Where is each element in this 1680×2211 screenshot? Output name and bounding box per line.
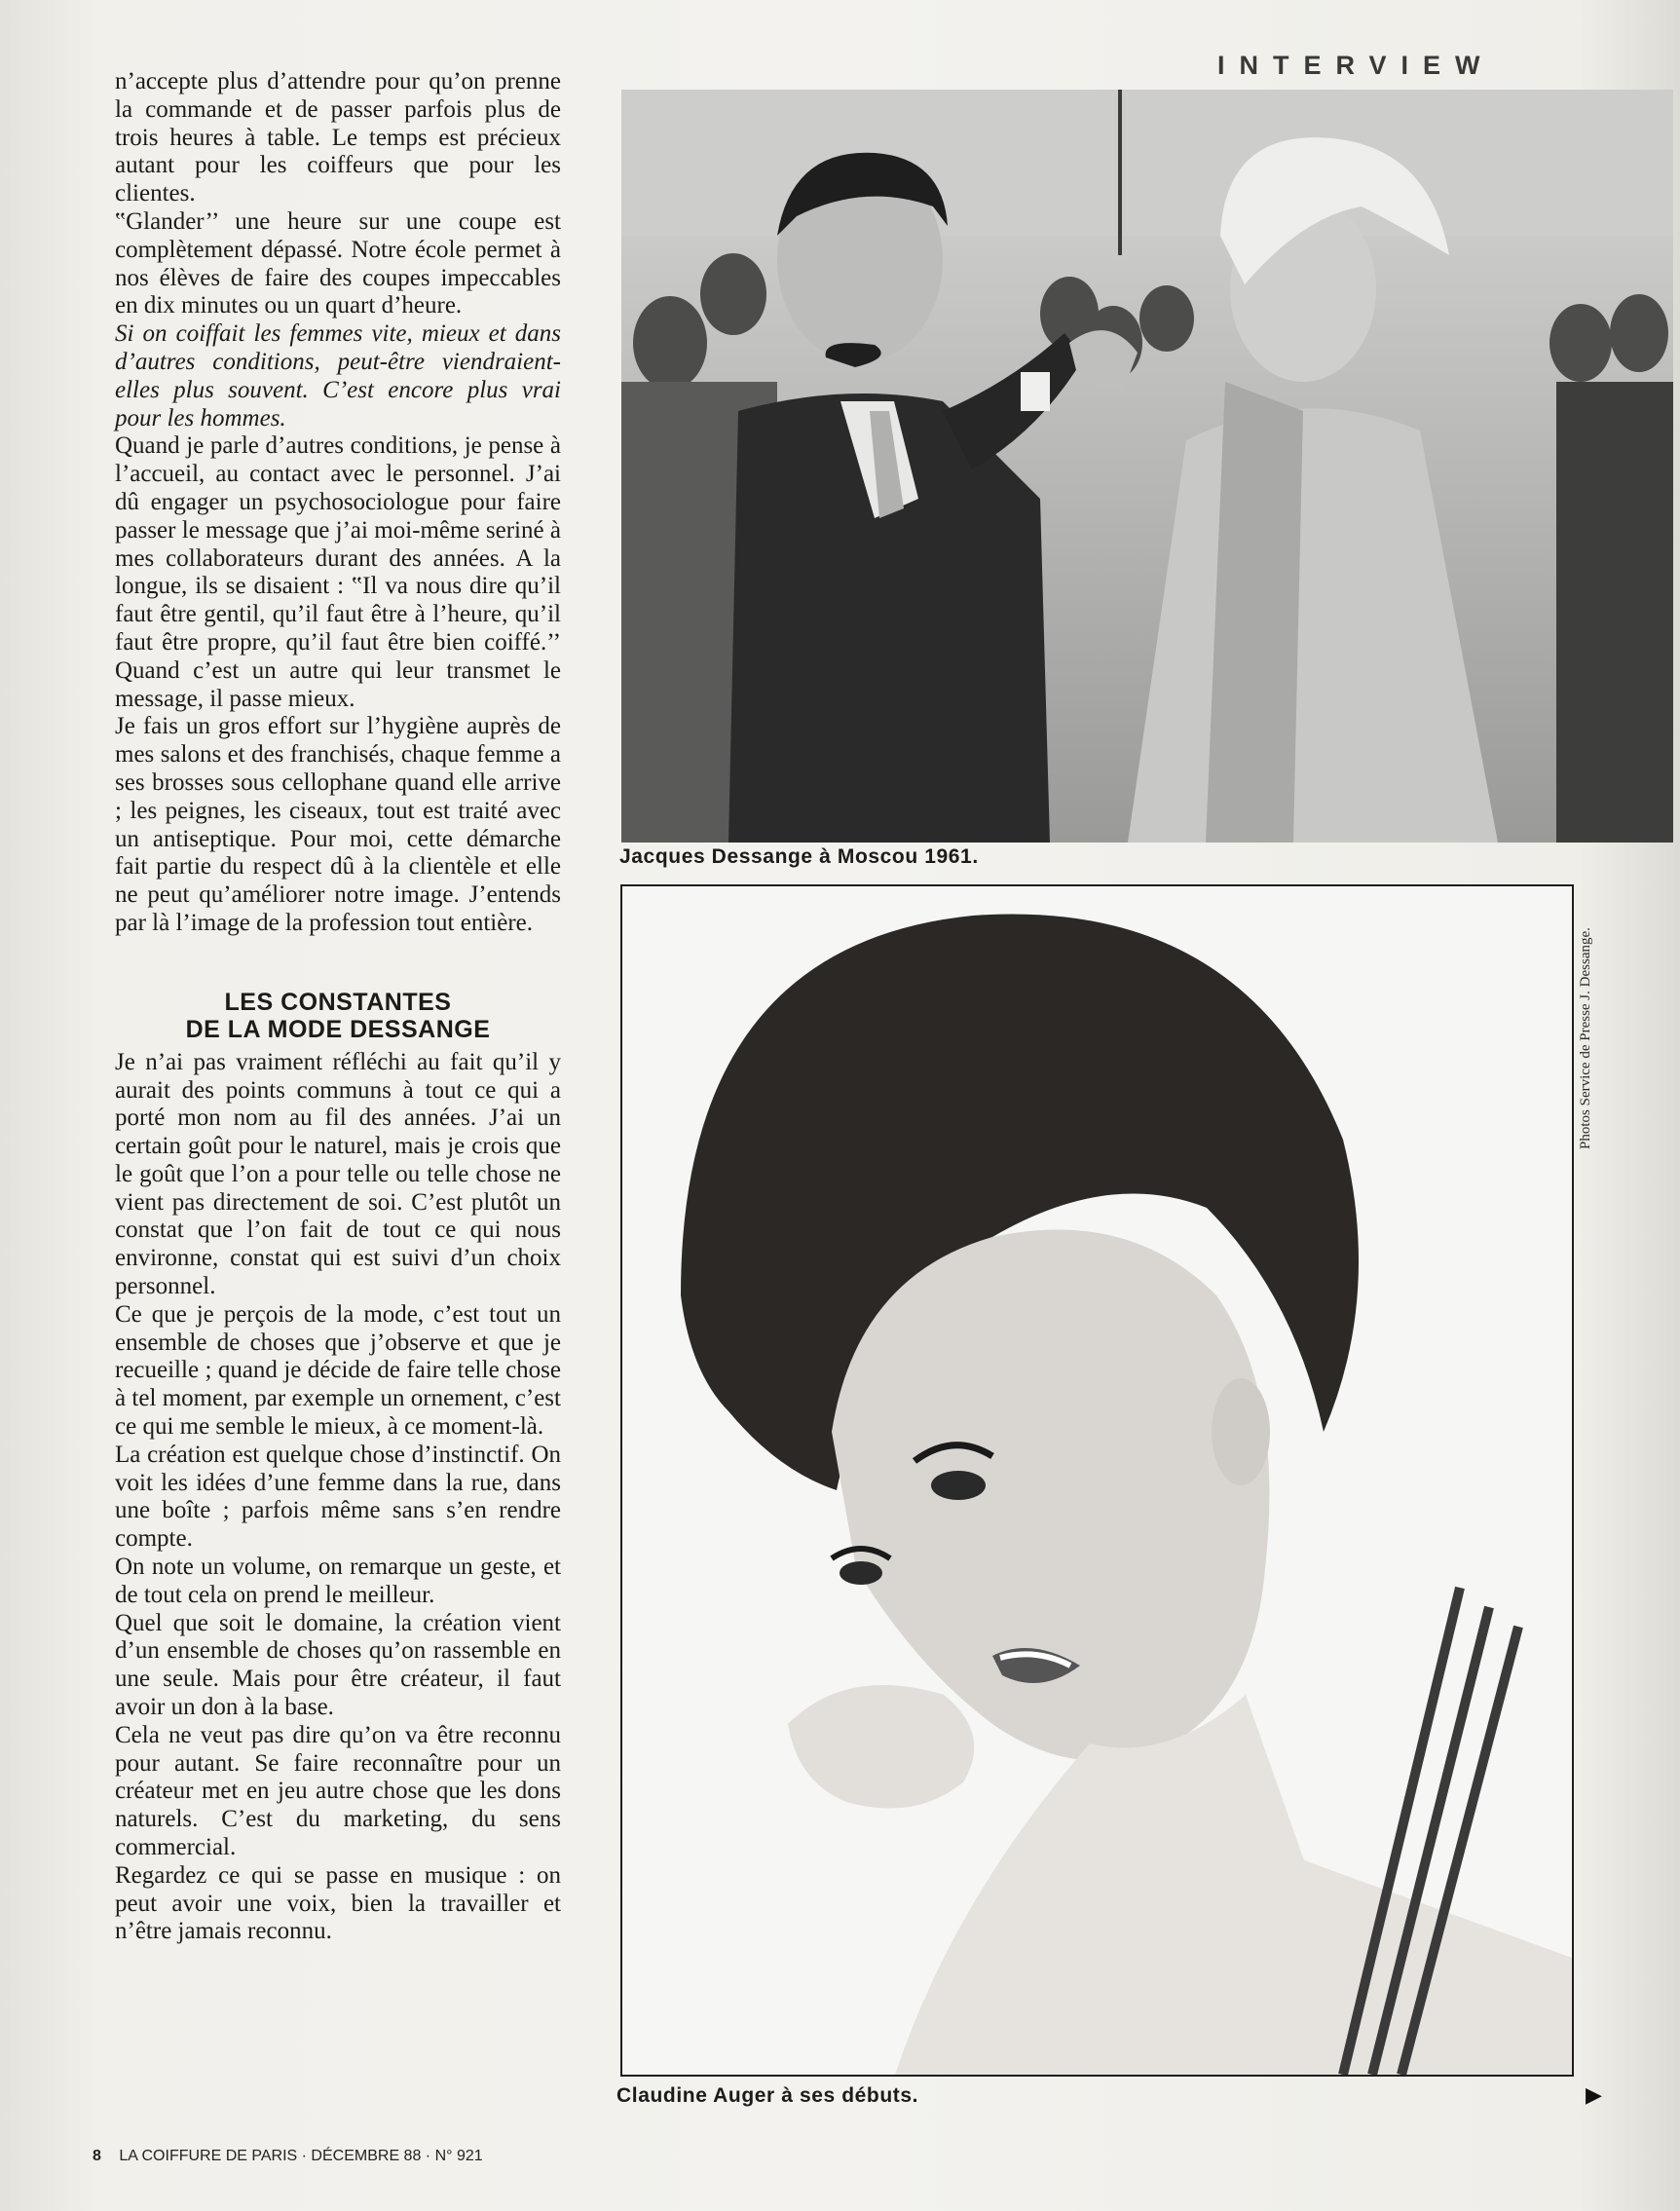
- publication-info: LA COIFFURE DE PARIS · DÉCEMBRE 88 · N° 921: [119, 2148, 483, 2164]
- article-paragraph: Si on coiffait les femmes vite, mieux et dans d’autres conditions, peut-être viendraient-elles plus souvent. C’est encore plus vrai pour les hommes.: [115, 320, 561, 431]
- caption-top-photo: Jacques Dessange à Moscou 1961.: [619, 845, 979, 868]
- article-paragraph: Cela ne veut pas dire qu’on va être reconnu pour autant. Se faire reconnaître pour un créateur met en jeu autre chose que les dons naturels. C’est du marketing, du sens commercial.: [115, 1721, 561, 1861]
- article-paragraph: Ce que je perçois de la mode, c’est tout un ensemble de choses que j’observe et que je recueille ; quand je décide de faire telle chose à tel moment, par exemple un ornement, c’est ce qui me semble le mieux, à ce moment-là.: [115, 1300, 561, 1441]
- article-paragraph: ‟Glander’’ une heure sur une coupe est complètement dépassé. Notre école permet à nos élèves de faire des coupes impeccables en dix minutes ou un quart d’heure.: [115, 207, 561, 319]
- photo-credit: Photos Service de Presse J. Dessange.: [1578, 927, 1593, 1149]
- page-number: 8: [93, 2148, 101, 2164]
- caption-bottom-photo: Claudine Auger à ses débuts.: [616, 2084, 919, 2107]
- section-heading-line2: DE LA MODE DESSANGE: [185, 1015, 491, 1043]
- section-label: INTERVIEW: [1217, 51, 1495, 80]
- article-paragraph: Je n’ai pas vraiment réfléchi au fait qu’il y aurait des points communs à tout ce qui a porté mon nom au fil des années. J’ai un certain goût pour le naturel, mais je crois que le goût que l’on a pour telle ou telle chose ne vient pas directement de soi. C’est plutôt un constat que l’on fait de tout ce qui nous environne, constat qui est suivi d’un choix personnel.: [115, 1048, 561, 1300]
- article-paragraphs-before: [115, 68, 561, 938]
- article-paragraph: Quand je parle d’autres conditions, je pense à l’accueil, au contact avec le personnel. J’ai dû engager un psychosociologue pour faire passer le message que j’ai moi-même seriné à mes collaborateurs durant des années. A la longue, ils se disaient : ‟Il va nous dire qu’il faut être gentil, qu’il faut être à l’heure, qu’il faut être propre, qu’il faut être bien coiffé.’’ Quand c’est un autre qui leur transmet le message, il passe mieux.: [115, 432, 561, 712]
- article-paragraph: Je fais un gros effort sur l’hygiène auprès de mes salons et des franchisés, chaque femme a ses brosses sous cellophane quand elle arrive ; les peignes, les ciseaux, tout est traité avec un antiseptique. Pour moi, cette démarche fait partie du respect dû à la clientèle et elle ne peut qu’améliorer notre image. J’entends par là l’image de la profession tout entière.: [115, 713, 561, 936]
- section-heading: [115, 989, 561, 1043]
- article-paragraphs-after: [115, 1049, 561, 1947]
- triangle-right-icon: ▶: [1586, 2082, 1602, 2107]
- article-column: [115, 68, 561, 1946]
- photo-hairdresser-moscow: [621, 90, 1673, 843]
- article-paragraph: Quel que soit le domaine, la création vient d’un ensemble de choses qu’on rassemble en une seule. Mais pour être créateur, il faut avoir un don à la base.: [115, 1609, 561, 1721]
- section-heading-line1: LES CONSTANTES: [224, 988, 452, 1016]
- photo-hairdresser-moscow-image: [621, 90, 1673, 843]
- article-paragraph: n’accepte plus d’attendre pour qu’on prenne la commande et de passer parfois plus de trois heures à table. Le temps est précieux autant pour les coiffeurs que pour les clientes.: [115, 68, 561, 207]
- article-paragraph: La création est quelque chose d’instinctif. On voit les idées d’une femme dans la rue, dans une boîte ; parfois même sans s’en rendre compte.: [115, 1441, 561, 1553]
- photo-portrait-image: [622, 886, 1572, 2075]
- article-paragraph: On note un volume, on remarque un geste, et de tout cela on prend le meilleur.: [115, 1554, 561, 1608]
- page-footer: [93, 2148, 483, 2165]
- photo-portrait-claudine-auger: [620, 884, 1574, 2077]
- article-paragraph: Regardez ce qui se passe en musique : on peut avoir une voix, bien la travailler et n’être jamais reconnu.: [115, 1861, 561, 1945]
